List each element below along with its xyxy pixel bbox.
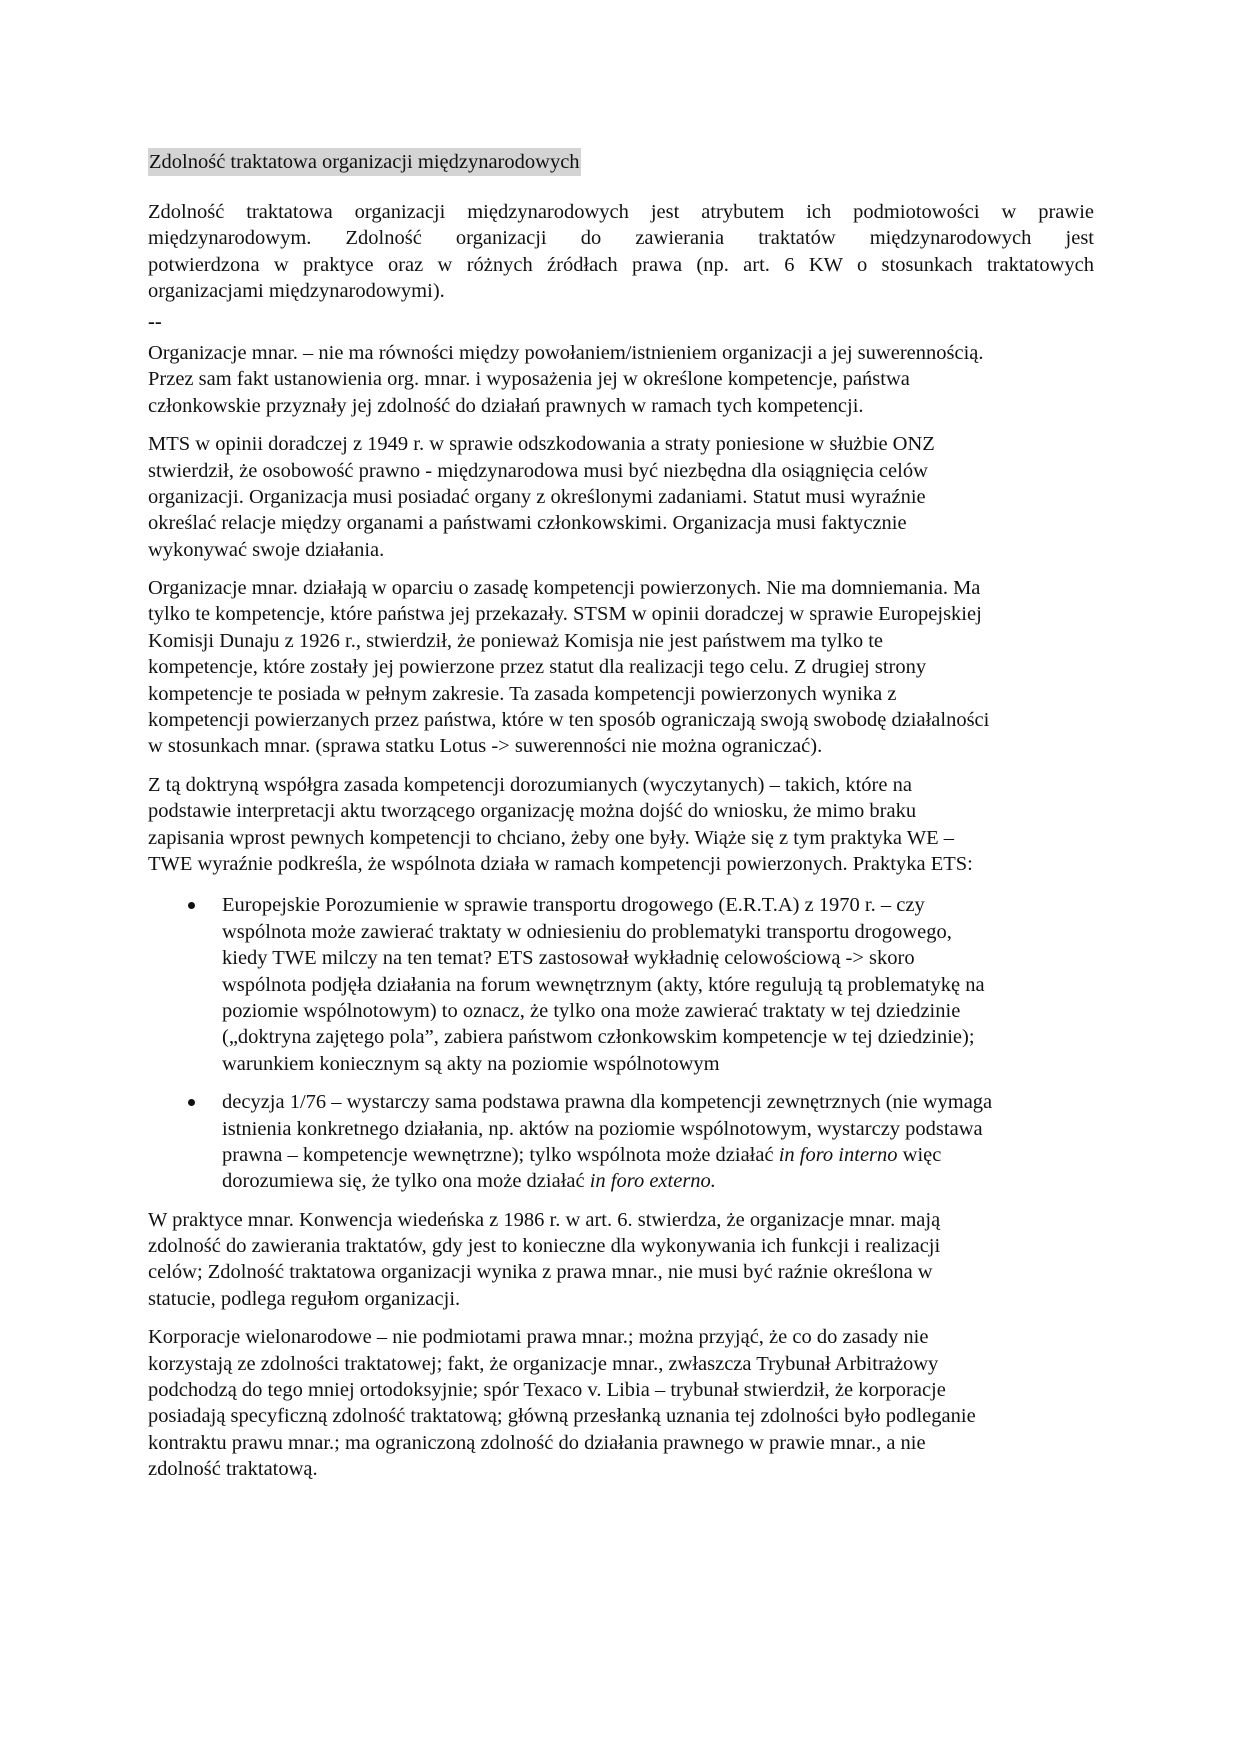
paragraph-corporations — [148, 1324, 1094, 1482]
text-line: Komisji Dunaju z 1926 r., stwierdził, że ponieważ Komisja nie jest państwem ma tylko te — [148, 629, 883, 652]
text-line: celów; Zdolność traktatowa organizacji wynika z prawa mnar., nie musi być raźnie określona w — [148, 1261, 933, 1284]
list-item-erta — [148, 892, 1094, 1077]
text-line: kiedy TWE milczy na ten temat? ETS zastosował wykładnię celowościową -> skoro — [222, 947, 915, 970]
text-line: W praktyce mnar. Konwencja wiedeńska z 1986 r. w art. 6. stwierdza, że organizacje mnar. mają — [148, 1208, 941, 1231]
italic-term: in foro externo. — [589, 1170, 716, 1193]
text-line: wspólnota może zawierać traktaty w odniesieniu do problematyki transportu drogowego, — [222, 920, 952, 943]
text-line: korzystają ze zdolności traktatowej; fakt, że organizacje mnar., zwłaszcza Trybunał Arbitrażowy — [148, 1352, 939, 1375]
paragraph-competences — [148, 575, 1094, 760]
text-line: kompetencje te posiada w pełnym zakresie. Ta zasada kompetencji powierzonych wynika z — [148, 682, 897, 705]
text-line: kompetencje, które zostały jej powierzone przez statut dla realizacji tego celu. Z drugiej strony — [148, 656, 927, 679]
text-line: członkowskie przyznały jej zdolność do działań prawnych w ramach tych kompetencji. — [148, 394, 864, 417]
text-line: posiadają specyficzną zdolność traktatową; główną przesłanką uznania tej zdolności było podleganie — [148, 1405, 976, 1428]
text-line: decyzja 1/76 – wystarczy sama podstawa prawna dla kompetencji zewnętrznych (nie wymaga — [222, 1091, 993, 1114]
text-line: organizacji. Organizacja musi posiadać organy z określonymi zadaniami. Statut musi wyraźnie — [148, 485, 926, 508]
text-line: zdolność do zawierania traktatów, gdy jest to konieczne dla wykonywania ich funkcji i realizacji — [148, 1235, 941, 1258]
text-line: podstawie interpretacji aktu tworzącego organizację można dojść do wniosku, że mimo braku — [148, 800, 917, 823]
text-line: Z tą doktryną współgra zasada kompetencji dorozumianych (wyczytanych) – takich, które na — [148, 773, 912, 796]
text-line: poziomie wspólnotowym) to oznacz, że tylko ona może zawierać traktaty w tej dziedzinie — [222, 999, 961, 1022]
text-line: Przez sam fakt ustanowienia org. mnar. i wyposażenia jej w określone kompetencje, państwa — [148, 368, 910, 391]
paragraph-mts — [148, 431, 1094, 563]
text-line — [222, 1142, 1094, 1168]
document-title: Zdolność traktatowa organizacji międzynarodowych — [148, 148, 581, 176]
text-line: Organizacje mnar. działają w oparciu o zasadę kompetencji powierzonych. Nie ma domniemania. Ma — [148, 577, 981, 600]
text-line: statucie, podlega regułom organizacji. — [148, 1287, 461, 1310]
text-line: kontraktu prawu mnar.; ma ograniczoną zdolność do działania prawnego w prawie mnar., a nie — [148, 1431, 926, 1454]
text-line: kompetencji powierzanych przez państwa, które w ten sposób ograniczają swoją swobodę działalności — [148, 709, 990, 732]
text-segment: dorozumiewa się, że tylko ona może działać — [222, 1170, 590, 1193]
text-line: TWE wyraźnie podkreśla, że wspólnota działa w ramach kompetencji powierzonych. Praktyka ETS: — [148, 853, 973, 875]
text-line: Korporacje wielonarodowe – nie podmiotami prawa mnar.; można przyjąć, że co do zasady nie — [148, 1326, 929, 1349]
text-line: zapisania wprost pewnych kompetencji to chciano, żeby one były. Wiąże się z tym praktyka WE – — [148, 826, 955, 849]
text-segment: prawna – kompetencje wewnętrzne); tylko wspólnota może działać — [222, 1143, 779, 1166]
text-line: międzynarodowym. Zdolność organizacji do zawierania traktatów międzynarodowych jest — [148, 227, 1094, 250]
text-line: wykonywać swoje działania. — [148, 538, 385, 561]
text-line: tylko te kompetencje, które państwa jej przekazały. STSM w opinii doradczej w sprawie Europejskiej — [148, 603, 982, 626]
text-line: Zdolność traktatowa organizacji międzynarodowych jest atrybutem ich podmiotowości w prawie — [148, 201, 1094, 223]
intro-paragraph — [148, 199, 1094, 305]
italic-term: in foro interno — [778, 1143, 898, 1166]
text-line — [222, 1168, 1094, 1194]
paragraph-vienna-convention — [148, 1207, 1094, 1313]
document-page — [148, 148, 1094, 1483]
text-line: MTS w opinii doradczej z 1949 r. w sprawie odszkodowania a straty poniesione w służbie ONZ — [148, 433, 935, 456]
text-line: określać relacje między organami a państwami członkowskimi. Organizacja musi faktycznie — [148, 512, 907, 535]
text-line: potwierdzona w praktyce oraz w różnych źródłach prawa (np. art. 6 KW o stosunkach traktatowych — [148, 253, 1094, 276]
ets-practice-list — [148, 892, 1094, 1194]
text-line: stwierdził, że osobowość prawno - międzynarodowa musi być niezbędna dla osiągnięcia celów — [148, 459, 928, 482]
bullet-icon — [188, 1099, 195, 1106]
bullet-icon — [188, 902, 195, 909]
text-line: organizacjami międzynarodowymi). — [148, 280, 445, 303]
text-line: („doktryna zajętego pola”, zabiera państwom członkowskim kompetencje w tej dziedzinie); — [222, 1026, 975, 1049]
text-line: Organizacje mnar. – nie ma równości między powołaniem/istnieniem organizacji a jej suwerennością. — [148, 341, 984, 364]
separator: -- — [148, 310, 162, 333]
text-line: wspólnota podjęła działania na forum wewnętrznym (akty, które regulują tą problematykę na — [222, 973, 985, 996]
text-line: warunkiem koniecznym są akty na poziomie wspólnotowym — [222, 1052, 720, 1075]
text-segment: więc — [897, 1143, 942, 1166]
text-line: podchodzą do tego mniej ortodoksyjnie; spór Texaco v. Libia – trybunał stwierdził, że korporacje — [148, 1379, 946, 1402]
text-line: zdolność traktatową. — [148, 1458, 318, 1481]
paragraph-organizations — [148, 340, 1094, 419]
text-line: istnienia konkretnego działania, np. aktów na poziomie wspólnotowym, wystarczy podstawa — [222, 1117, 983, 1140]
list-item-decision-1-76 — [148, 1089, 1094, 1195]
paragraph-implied-competences — [148, 772, 1094, 878]
text-line: Europejskie Porozumienie w sprawie transportu drogowego (E.R.T.A) z 1970 r. – czy — [222, 894, 925, 917]
text-line: w stosunkach mnar. (sprawa statku Lotus -> suwerenności nie można ograniczać). — [148, 735, 823, 758]
